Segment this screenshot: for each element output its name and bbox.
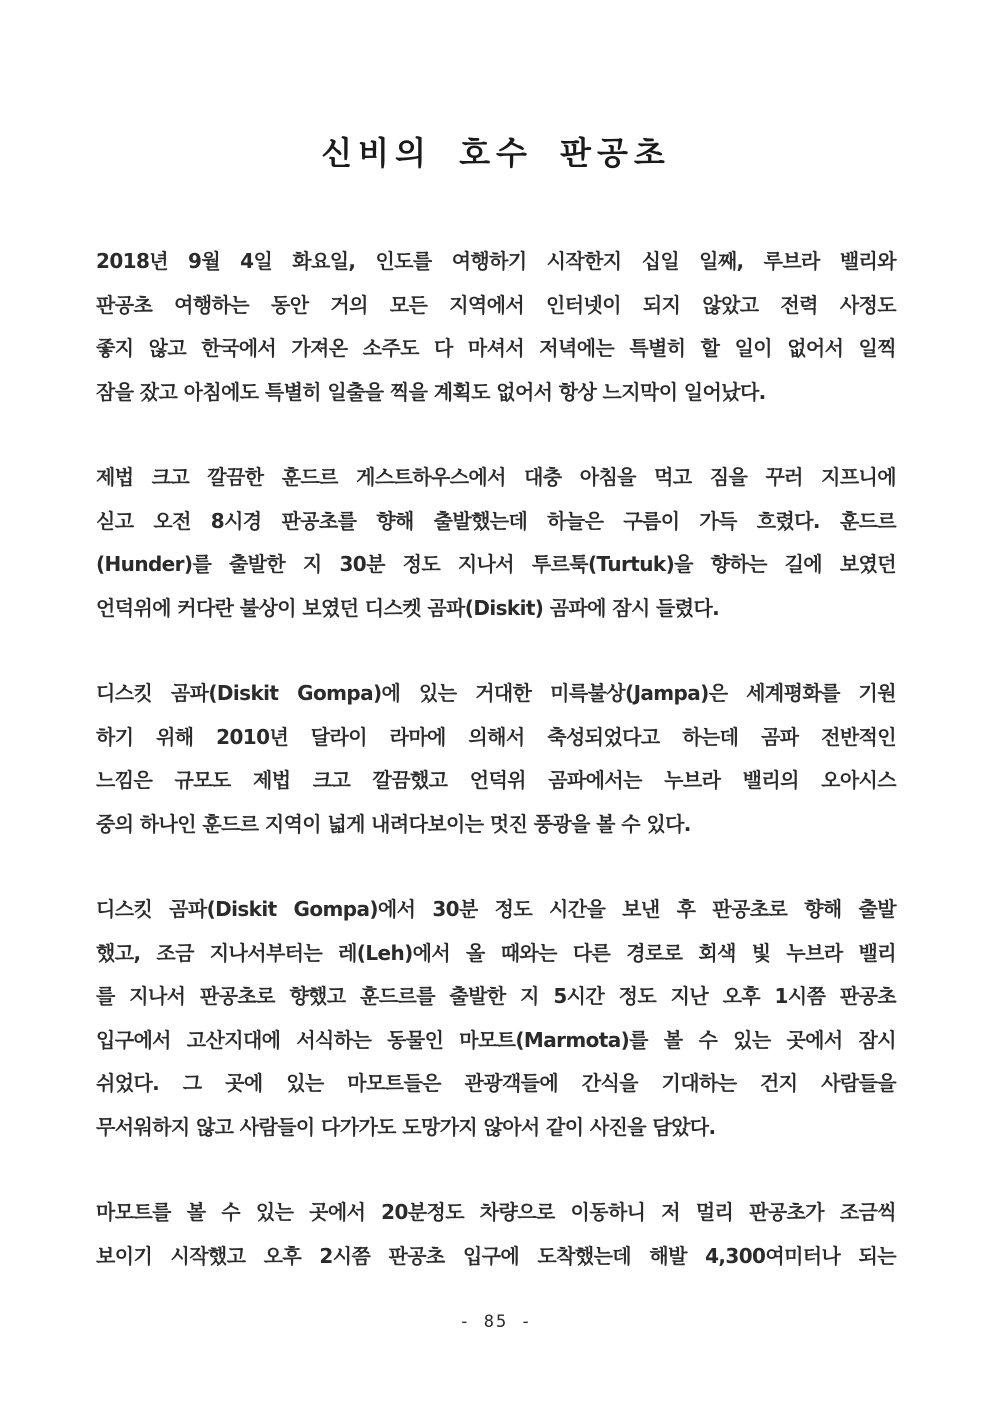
paragraph-2 [96,456,896,630]
text-line: 마모트를 볼 수 있는 곳에서 20분정도 차량으로 이동하니 저 멀리 판공초가 조금씩 [96,1200,896,1224]
text-line: 잠을 잤고 아침에도 특별히 일출을 찍을 계획도 없어서 항상 느지막이 일어났다. [96,379,766,404]
text-line: 느낌은 규모도 제법 크고 깔끔했고 언덕위 곰파에서는 누브라 밸리의 오아시스 [96,768,896,792]
text-line: 좋지 않고 한국에서 가져온 소주도 다 마셔서 저녁에는 특별히 할 일이 없어서 일찍 [96,336,896,360]
page-number: - 85 - [459,1312,533,1332]
text-line: 판공초 여행하는 동안 거의 모든 지역에서 인터넷이 되지 않았고 전력 사정도 [96,292,896,317]
text-line: 하기 위해 2010년 달라이 라마에 의해서 축성되었다고 하는데 곰파 전반적인 [96,724,896,749]
text-line: 쉬었다. 그 곳에 있는 마모트들은 관광객들에 간식을 기대하는 건지 사람들을 [96,1071,896,1095]
text-line: 했고, 조금 지나서부터는 레(Leh)에서 올 때와는 다른 경로로 회색 빛 누브라 밸리 [96,940,896,965]
paragraph-4 [96,888,896,1149]
text-line: 를 지나서 판공초로 향했고 훈드르를 출발한 지 5시간 정도 지난 오후 1시쯤 판공초 [96,984,896,1008]
page-title: 신비의 호수 판공초 [321,134,671,172]
text-line: 입구에서 고산지대에 서식하는 동물인 마모트(Marmota)를 볼 수 있는 곳에서 잠시 [96,1027,896,1052]
paragraph-3 [96,672,896,846]
text-line: 제법 크고 깔끔한 훈드르 게스트하우스에서 대충 아침을 먹고 짐을 꾸러 지프니에 [96,465,896,489]
text-line: 무서워하지 않고 사람들이 다가가도 도망가지 않아서 같이 사진을 담았다. [96,1114,716,1139]
text-line: 디스킷 곰파(Diskit Gompa)에 있는 거대한 미륵불상(Jampa)은 세계평화를 기원 [96,681,896,705]
paragraph-1 [96,240,896,414]
text-line: 중의 하나인 훈드르 지역이 넓게 내려다보이는 멋진 풍광을 볼 수 있다. [96,811,691,836]
paragraph-5 [96,1191,896,1278]
text-line: 보이기 시작했고 오후 2시쯤 판공초 입구에 도착했는데 해발 4,300여미터나 되는 [96,1243,896,1268]
text-line: 2018년 9월 4일 화요일, 인도를 여행하기 시작한지 십일 일째, 루브라 밸리와 [96,249,896,273]
text-line: 언덕위에 커다란 불상이 보였던 디스켓 곰파(Diskit) 곰파에 잠시 들렸다. [96,595,720,620]
text-line: 디스킷 곰파(Diskit Gompa)에서 30분 정도 시간을 보낸 후 판공초로 향해 출발 [96,897,896,921]
text-line: 싣고 오전 8시경 판공초를 향해 출발했는데 하늘은 구름이 가득 흐렸다. 훈드르 [96,508,896,533]
body-text [96,240,896,1320]
text-line: (Hunder)를 출발한 지 30분 정도 지나서 투르툭(Turtuk)을 향하는 길에 보였던 [96,552,896,576]
